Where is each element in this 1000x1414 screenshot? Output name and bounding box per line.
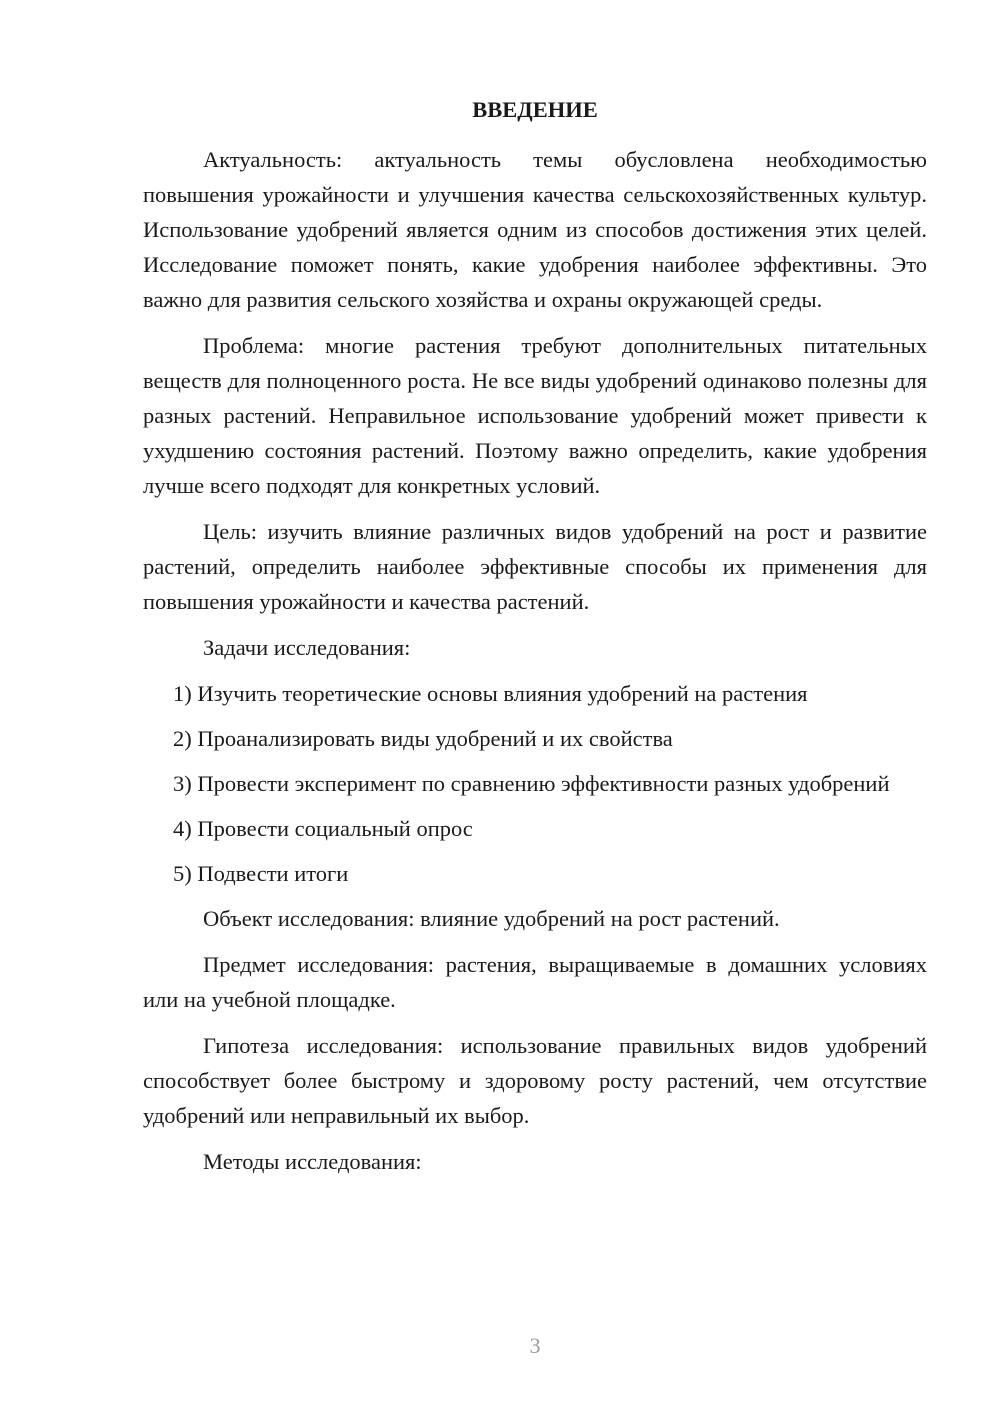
goal-paragraph: Цель: изучить влияние различных видов удобрений на рост и развитие растений, определить наиболее эффективные способы их применения для повышения урожайности и качества растений. (143, 519, 927, 614)
page-title: ВВЕДЕНИЕ (472, 97, 598, 122)
subject-paragraph: Предмет исследования: растения, выращиваемые в домашних условиях или на учебной площадке. (143, 952, 927, 1012)
task-item-2: 2) Проанализировать виды удобрений и их свойства (173, 726, 673, 751)
document-page (143, 92, 927, 1190)
task-item-5: 5) Подвести итоги (173, 861, 349, 886)
object-paragraph: Объект исследования: влияние удобрений на рост растений. (203, 906, 780, 931)
task-item-3: 3) Провести эксперимент по сравнению эффективности разных удобрений (173, 771, 890, 796)
page-number: 3 (529, 1333, 541, 1358)
methods-heading: Методы исследования: (203, 1149, 422, 1174)
task-item-1: 1) Изучить теоретические основы влияния удобрений на растения (173, 681, 808, 706)
problem-paragraph: Проблема: многие растения требуют дополнительных питательных веществ для полноценного роста. Не все виды удобрений одинаково полезны для разных растений. Неправильное использование удобрений может привести к ухудшению состояния растений. Поэтому важно определить, какие удобрения лучше всего подходят для конкретных условий. (143, 333, 927, 498)
hypothesis-paragraph: Гипотеза исследования: использование правильных видов удобрений способствует более быстрому и здоровому росту растений, чем отсутствие удобрений или неправильный их выбор. (143, 1033, 927, 1128)
tasks-heading: Задачи исследования: (203, 635, 411, 660)
task-item-4: 4) Провести социальный опрос (173, 816, 473, 841)
relevance-paragraph: Актуальность: актуальность темы обусловлена необходимостью повышения урожайности и улучшения качества сельскохозяйственных культур. Использование удобрений является одним из способов достижения этих целей. Исследование поможет понять, какие удобрения наиболее эффективны. Это важно для развития сельского хозяйства и охраны окружающей среды. (143, 147, 927, 312)
